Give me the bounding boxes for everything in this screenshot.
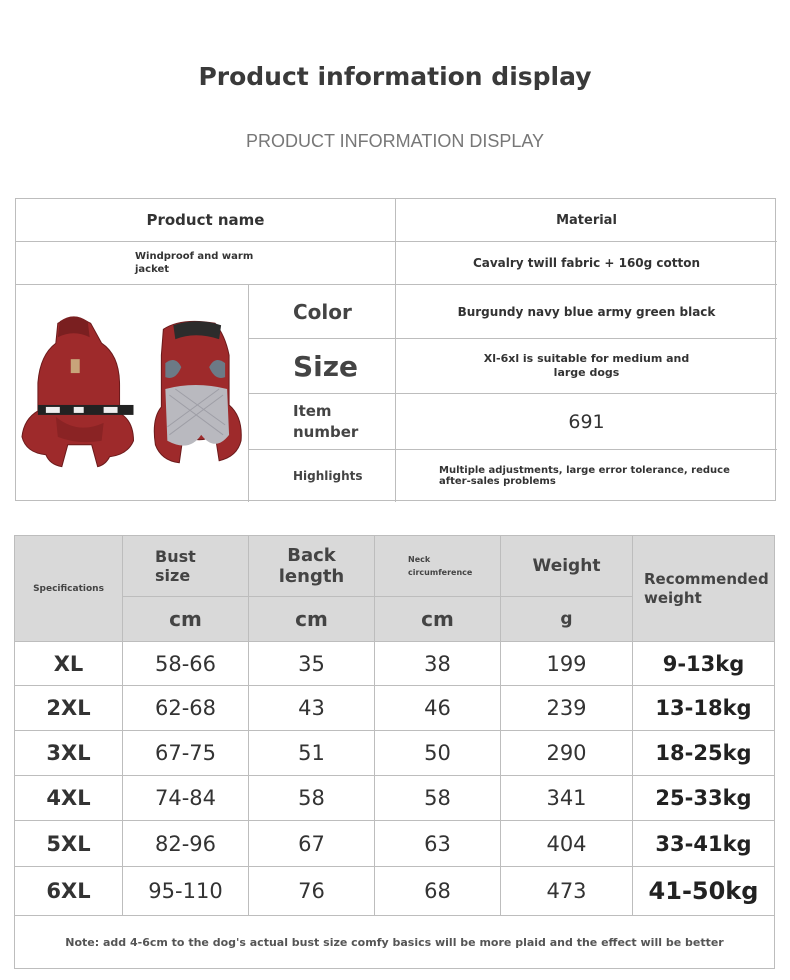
jacket-front — [22, 316, 134, 466]
row-neck: 46 — [375, 686, 501, 731]
row-size: 2XL — [15, 686, 123, 731]
product-image — [16, 285, 249, 502]
row-back: 58 — [249, 776, 375, 821]
highlights-value — [396, 450, 777, 502]
row-back: 35 — [249, 642, 375, 686]
jacket-back — [154, 321, 241, 462]
row-weight: 404 — [501, 821, 633, 867]
row-bust: 82-96 — [123, 821, 249, 867]
color-value: Burgundy navy blue army green black — [396, 285, 777, 339]
row-back: 76 — [249, 867, 375, 916]
row-weight: 290 — [501, 731, 633, 776]
product-name-value-line1: Windproof and warm — [135, 251, 254, 262]
row-weight: 239 — [501, 686, 633, 731]
row-bust: 74-84 — [123, 776, 249, 821]
product-name-header: Product name — [16, 199, 396, 242]
page-title: Product information display — [198, 62, 592, 91]
row-neck: 68 — [375, 867, 501, 916]
row-bust: 62-68 — [123, 686, 249, 731]
bust-header-line1: Bust — [155, 547, 196, 566]
row-size: 6XL — [15, 867, 123, 916]
rec-header-line2: weight — [644, 588, 702, 607]
row-back: 43 — [249, 686, 375, 731]
size-label: Size — [249, 339, 396, 394]
row-size: XL — [15, 642, 123, 686]
note-text: Note: add 4-6cm to the dog's actual bust size comfy basics will be more plaid and the effect will be better — [65, 935, 724, 949]
product-name-value — [16, 242, 396, 285]
row-neck: 50 — [375, 731, 501, 776]
row-recommended-weight: 13-18kg — [633, 686, 774, 731]
row-back: 51 — [249, 731, 375, 776]
material-value: Cavalry twill fabric + 160g cotton — [396, 242, 777, 285]
row-recommended-weight: 18-25kg — [633, 731, 774, 776]
back-length-header — [249, 536, 375, 597]
row-size: 3XL — [15, 731, 123, 776]
row-neck: 38 — [375, 642, 501, 686]
material-header: Material — [396, 199, 777, 242]
size-spec-table — [14, 535, 775, 969]
page-subtitle: PRODUCT INFORMATION DISPLAY — [245, 131, 545, 151]
neck-header-line1: Neck — [408, 555, 431, 564]
item-number-label-line1: Item — [293, 401, 332, 420]
back-unit: cm — [249, 597, 375, 642]
row-size: 5XL — [15, 821, 123, 867]
row-bust: 67-75 — [123, 731, 249, 776]
item-number-label-line2: number — [293, 422, 359, 441]
item-number-value: 691 — [396, 394, 777, 450]
row-back: 67 — [249, 821, 375, 867]
highlights-value-line1: Multiple adjustments, large error tolerance, reduce — [439, 465, 730, 476]
bust-size-header — [123, 536, 249, 597]
rec-header-line1: Recommended — [644, 569, 769, 588]
highlights-value-line2: after-sales problems — [439, 476, 556, 487]
row-bust: 58-66 — [123, 642, 249, 686]
size-value — [396, 339, 777, 394]
back-header-line1: Back — [287, 545, 336, 566]
row-neck: 58 — [375, 776, 501, 821]
back-header-line2: length — [278, 566, 345, 587]
row-weight: 473 — [501, 867, 633, 916]
size-value-line1: Xl-6xl is suitable for medium and — [483, 352, 690, 365]
weight-unit: g — [501, 597, 633, 642]
row-weight: 341 — [501, 776, 633, 821]
size-value-line2: large dogs — [553, 366, 620, 379]
row-recommended-weight: 33-41kg — [633, 821, 774, 867]
highlights-label: Highlights — [249, 450, 396, 502]
neck-circumference-header — [375, 536, 501, 597]
neck-header-line2: circumference — [408, 568, 473, 577]
specifications-header: Specifications — [15, 536, 123, 642]
row-neck: 63 — [375, 821, 501, 867]
row-recommended-weight: 25-33kg — [633, 776, 774, 821]
dog-jacket-illustration — [16, 285, 248, 502]
row-weight: 199 — [501, 642, 633, 686]
row-recommended-weight: 41-50kg — [633, 867, 774, 916]
product-name-value-line2: jacket — [135, 264, 170, 275]
row-bust: 95-110 — [123, 867, 249, 916]
weight-header: Weight — [501, 536, 633, 597]
bust-header-line2: size — [155, 566, 191, 585]
item-number-label — [249, 394, 396, 450]
product-info-table — [15, 198, 776, 501]
bust-unit: cm — [123, 597, 249, 642]
recommended-weight-header — [633, 536, 774, 642]
row-recommended-weight: 9-13kg — [633, 642, 774, 686]
neck-unit: cm — [375, 597, 501, 642]
row-size: 4XL — [15, 776, 123, 821]
color-label: Color — [249, 285, 396, 339]
